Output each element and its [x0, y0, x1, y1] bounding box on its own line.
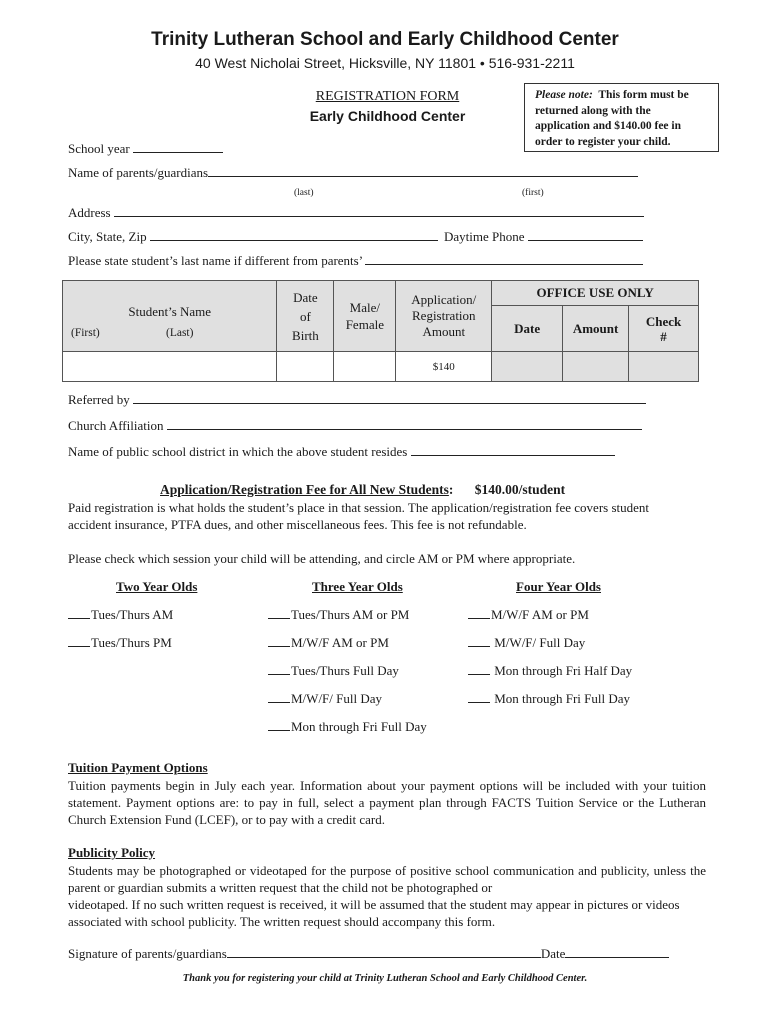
session-checkbox[interactable]: [468, 637, 490, 647]
parents-name-input[interactable]: [208, 166, 638, 177]
daytime-phone-input[interactable]: [528, 230, 643, 241]
session-option[interactable]: Mon through Fri Half Day: [468, 663, 632, 679]
session-option[interactable]: Tues/Thurs AM: [68, 607, 173, 623]
four-year-olds-title: Four Year Olds: [516, 579, 601, 594]
fee-heading: Application/Registration Fee for All New Students: [160, 482, 449, 497]
note-text: This form must be returned along with the application and $140.00 fee in order to register your child.: [535, 89, 689, 148]
tuition-heading: Tuition Payment Options: [68, 760, 208, 775]
office-amount-header: Amount: [563, 306, 629, 352]
three-year-olds-title: Three Year Olds: [312, 579, 403, 594]
form-subtitle: Early Childhood Center: [309, 108, 466, 124]
daytime-phone-field: Daytime Phone: [444, 229, 643, 245]
students-name-header: Student’s Name (First) (Last): [63, 281, 277, 352]
school-name: Trinity Lutheran School and Early Childhood Center: [151, 29, 619, 50]
session-option[interactable]: Tues/Thurs AM or PM: [268, 607, 409, 623]
fee-amount: $140.00/student: [474, 482, 566, 497]
school-address: 40 West Nicholai Street, Hicksville, NY 11801 • 516-931-2211: [195, 55, 575, 71]
session-checkbox[interactable]: [268, 693, 290, 703]
session-option[interactable]: Mon through Fri Full Day: [468, 691, 630, 707]
student-last-name-input[interactable]: [365, 254, 643, 265]
fee-amount-cell: $140: [396, 352, 492, 382]
session-checkbox[interactable]: [268, 609, 290, 619]
fee-heading-line: Application/Registration Fee for All New Students: $140.00/student: [160, 482, 566, 497]
referred-by-field: Referred by: [68, 392, 646, 408]
session-checkbox[interactable]: [68, 609, 90, 619]
session-option[interactable]: M/W/F/ Full Day: [468, 635, 585, 651]
address-field: Address: [68, 205, 644, 221]
please-note-box: [524, 83, 719, 152]
school-year-field: School year: [68, 141, 223, 157]
session-checkbox[interactable]: [468, 693, 490, 703]
office-date-header: Date: [492, 306, 563, 352]
publicity-text-2: videotaped. If no such written request is received, it will be assumed that the student may appear in pictures or videos associated with school publicity. The written request should accompany this form.: [68, 897, 680, 929]
application-amount-header: Application/ Registration Amount: [396, 281, 492, 352]
session-instruction: Please check which session your child will be attending, and circle AM or PM where appropriate.: [68, 551, 576, 566]
sex-header: Male/ Female: [334, 281, 396, 352]
school-year-input[interactable]: [133, 142, 223, 153]
parents-name-field: Name of parents/guardians: [68, 165, 638, 181]
two-year-olds-title: Two Year Olds: [116, 579, 198, 594]
fee-text: Paid registration is what holds the student’s place in that session. The application/registration fee covers student accident insurance, PTFA dues, and other miscellaneous fees. This fee is not refundable.: [68, 500, 650, 532]
form-title: REGISTRATION FORM: [315, 89, 460, 104]
church-affiliation-field: Church Affiliation: [68, 418, 642, 434]
session-checkbox[interactable]: [468, 665, 490, 675]
session-checkbox[interactable]: [68, 637, 90, 647]
session-option[interactable]: M/W/F/ Full Day: [268, 691, 382, 707]
signature-field: Signature of parents/guardians Date: [68, 946, 669, 962]
publicity-text-1: Students may be photographed or videotaped for the purpose of positive school communication and publicity, unless the parent or guardian submits a written request that the child not be photographed or: [68, 863, 706, 895]
city-state-zip-field: City, State, Zip: [68, 229, 438, 245]
sex-cell[interactable]: [334, 352, 396, 382]
students-name-cell[interactable]: [63, 352, 277, 382]
thank-you-footer: Thank you for registering your child at Trinity Lutheran School and Early Childhood Center.: [182, 973, 588, 984]
tuition-text: Tuition payments begin in July each year. Information about your payment options will be included with your tuition statement. Payment options are: to pay in full, select a payment plan through FACTS Tuition Service or the Lutheran Church Extension Fund (LCEF), or to pay with a credit card.: [68, 778, 706, 827]
office-check-header: Check #: [629, 306, 699, 352]
date-of-birth-cell[interactable]: [277, 352, 334, 382]
office-check-cell: [629, 352, 699, 382]
first-hint: (first): [522, 188, 544, 198]
office-amount-cell: [563, 352, 629, 382]
session-checkbox[interactable]: [468, 609, 490, 619]
address-input[interactable]: [114, 206, 644, 217]
church-affiliation-input[interactable]: [167, 419, 642, 430]
last-hint: (last): [294, 188, 314, 198]
session-checkbox[interactable]: [268, 637, 290, 647]
session-checkbox[interactable]: [268, 665, 290, 675]
city-state-zip-input[interactable]: [150, 230, 438, 241]
publicity-heading: Publicity Policy: [68, 845, 156, 860]
date-input[interactable]: [565, 947, 669, 958]
session-option[interactable]: Mon through Fri Full Day: [268, 719, 427, 735]
session-option[interactable]: M/W/F AM or PM: [268, 635, 389, 651]
session-option[interactable]: M/W/F AM or PM: [468, 607, 589, 623]
school-district-input[interactable]: [411, 445, 615, 456]
school-district-field: Name of public school district in which the above student resides: [68, 444, 615, 460]
office-use-only-header: OFFICE USE ONLY: [492, 281, 699, 306]
signature-input[interactable]: [227, 947, 541, 958]
office-date-cell: [492, 352, 563, 382]
student-table: [62, 280, 699, 382]
session-checkbox[interactable]: [268, 721, 290, 731]
date-of-birth-header: Date of Birth: [277, 281, 334, 352]
student-last-name-field: Please state student’s last name if different from parents’: [68, 253, 643, 269]
session-option[interactable]: Tues/Thurs PM: [68, 635, 172, 651]
session-option[interactable]: Tues/Thurs Full Day: [268, 663, 399, 679]
note-lead: Please note:: [535, 89, 593, 101]
referred-by-input[interactable]: [133, 393, 646, 404]
